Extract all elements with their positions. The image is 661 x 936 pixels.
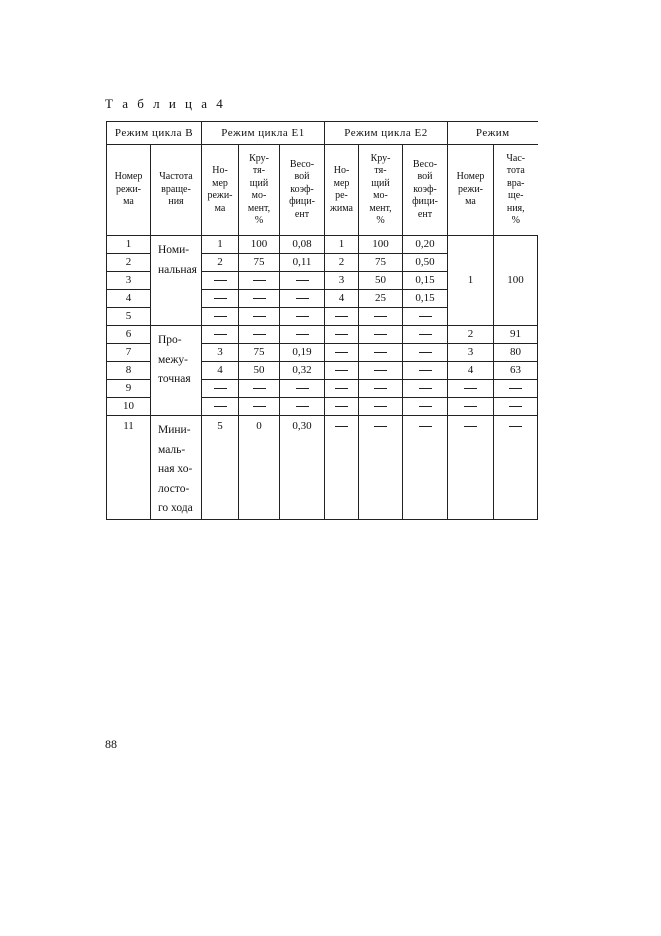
e2-torque-cell: 25 [359,290,403,308]
e2-weight-cell [403,326,448,344]
e2-torque-cell [359,380,403,398]
r-mode-cell: 4 [448,362,494,380]
e1-mode-cell [202,308,239,326]
dash-mark [296,316,309,317]
e2-torque-cell: 50 [359,272,403,290]
dash-mark [374,352,387,353]
dash-mark [214,406,227,407]
mode-number-cell: 5 [107,308,151,326]
dash-mark [419,334,432,335]
speed-group-line: го хода [158,502,193,514]
table-row [107,416,538,520]
speed-group-line: Номи- [158,244,190,256]
e2-weight-cell [403,362,448,380]
col-header-text: Кру- тя- щий мо- мент, % [369,152,392,226]
table-caption: Т а б л и ц а 4 [105,96,226,111]
dash-mark [296,406,309,407]
dash-mark [509,406,522,407]
speed-group-line: маль- [158,443,186,456]
dash-mark [464,406,477,407]
group-header-e1: Режим цикла E1 [202,122,325,145]
speed-group-cell [151,416,202,520]
mode-number-cell: 8 [107,362,151,380]
e1-weight-cell: 0,08 [280,236,325,254]
dash-mark [253,280,266,281]
dash-mark [335,334,348,335]
dash-mark [335,426,348,427]
e1-mode-cell [202,326,239,344]
dash-mark [419,316,432,317]
e2-mode-cell [325,326,359,344]
e2-weight-cell: 0,50 [403,254,448,272]
col-header-e2-mode-no [325,145,359,236]
e2-mode-cell [325,380,359,398]
e1-weight-cell [280,380,325,398]
dash-mark [374,316,387,317]
e2-weight-cell: 0,15 [403,290,448,308]
e2-mode-cell: 1 [325,236,359,254]
group-header-e2: Режим цикла E2 [325,122,448,145]
dash-mark [419,406,432,407]
e1-torque-cell: 75 [239,254,280,272]
e2-mode-cell [325,362,359,380]
dash-mark [419,426,432,427]
e2-torque-cell [359,326,403,344]
speed-group-line: лосто- [158,482,190,495]
col-header-e1-weight [280,145,325,236]
e2-mode-cell [325,308,359,326]
e1-weight-cell [280,308,325,326]
e1-weight-cell [280,272,325,290]
e1-weight-cell: 0,19 [280,344,325,362]
col-header-e2-weight [403,145,448,236]
col-header-r-mode-no [448,145,494,236]
table-row [107,236,538,254]
e2-weight-cell: 0,20 [403,236,448,254]
col-header-text: Номер режи- ма [456,171,485,208]
dash-mark [253,406,266,407]
e2-torque-cell [359,416,403,520]
col-header-e1-torque [239,145,280,236]
e2-weight-cell [403,380,448,398]
e2-torque-cell [359,398,403,416]
col-header-e1-mode-no [202,145,239,236]
e1-torque-cell [239,290,280,308]
e1-mode-cell [202,290,239,308]
mode-number-cell: 4 [107,290,151,308]
dash-mark [253,298,266,299]
r-mode-cell [448,416,494,520]
group-header-r: Режим [448,122,538,145]
dash-mark [419,388,432,389]
mode-number-cell: 2 [107,254,151,272]
e1-weight-cell: 0,32 [280,362,325,380]
e1-torque-cell: 100 [239,236,280,254]
speed-group-line: точная [158,373,191,385]
r-speed-cell [494,416,538,520]
col-header-text: Частота враще- ния [159,171,193,208]
speed-group-line: ная хо- [158,463,193,475]
dash-mark [374,334,387,335]
col-header-text: Но- мер ре- жима [330,165,353,214]
dash-mark [253,316,266,317]
e2-mode-cell [325,416,359,520]
e1-mode-cell: 2 [202,254,239,272]
col-header-text: Весо- вой коэф- фици- ент [412,158,438,220]
e1-torque-cell: 75 [239,344,280,362]
e2-torque-cell: 75 [359,254,403,272]
dash-mark [335,352,348,353]
table-body [107,236,538,520]
speed-group-cell [151,236,202,326]
col-header-text: Номер режи- ма [114,171,143,208]
e1-weight-cell: 0,11 [280,254,325,272]
table-row [107,326,538,344]
e2-mode-cell: 4 [325,290,359,308]
e2-torque-cell [359,308,403,326]
dash-mark [296,388,309,389]
e2-torque-cell [359,362,403,380]
e1-weight-cell [280,398,325,416]
dash-mark [214,316,227,317]
e2-torque-cell: 100 [359,236,403,254]
col-header-text: Весо- вой коэф- фици- ент [289,158,315,220]
speed-group-line: межу- [158,353,188,366]
e1-torque-cell [239,308,280,326]
r-speed-cell [494,380,538,398]
sub-header-row [107,145,538,236]
speed-group-line: Про- [158,334,182,346]
e2-mode-cell: 3 [325,272,359,290]
dash-mark [374,426,387,427]
e2-weight-cell [403,344,448,362]
col-header-r-speed [494,145,538,236]
speed-group-line: Мини- [158,424,191,436]
col-header-text: Но- мер режи- ма [207,165,233,214]
col-header-b-speed [151,145,202,236]
e1-weight-cell: 0,30 [280,416,325,520]
dash-mark [374,406,387,407]
r-speed-cell: 63 [494,362,538,380]
e2-mode-cell: 2 [325,254,359,272]
dash-mark [214,388,227,389]
e2-torque-cell [359,344,403,362]
dash-mark [335,316,348,317]
dash-mark [253,334,266,335]
e1-mode-cell: 1 [202,236,239,254]
dash-mark [374,370,387,371]
e1-weight-cell [280,290,325,308]
dash-mark [296,298,309,299]
mode-number-cell: 7 [107,344,151,362]
e2-mode-cell [325,344,359,362]
dash-mark [419,352,432,353]
dash-mark [296,334,309,335]
e2-weight-cell [403,416,448,520]
e1-mode-cell [202,398,239,416]
r-speed-cell [494,398,538,416]
r-speed-cell: 91 [494,326,538,344]
r-mode-merged-cell: 1 [448,236,494,326]
mode-number-cell: 3 [107,272,151,290]
data-table [106,121,538,520]
col-header-text: Кру- тя- щий мо- мент, % [247,152,271,226]
e1-torque-cell [239,380,280,398]
e1-torque-cell [239,398,280,416]
dash-mark [509,426,522,427]
e1-mode-cell: 4 [202,362,239,380]
dash-mark [419,370,432,371]
e1-mode-cell [202,272,239,290]
dash-mark [214,298,227,299]
dash-mark [296,280,309,281]
e1-torque-cell [239,326,280,344]
speed-group-line: нальная [158,263,197,276]
dash-mark [335,388,348,389]
mode-number-cell: 9 [107,380,151,398]
col-header-b-mode-no [107,145,151,236]
dash-mark [464,426,477,427]
mode-number-cell: 10 [107,398,151,416]
col-header-e2-torque [359,145,403,236]
r-mode-cell [448,398,494,416]
dash-mark [374,388,387,389]
e1-torque-cell: 0 [239,416,280,520]
e1-torque-cell: 50 [239,362,280,380]
r-speed-cell: 80 [494,344,538,362]
group-header-row [107,122,538,145]
r-speed-merged-cell: 100 [494,236,538,326]
mode-number-cell: 6 [107,326,151,344]
e2-weight-cell [403,308,448,326]
mode-number-cell: 1 [107,236,151,254]
dash-mark [335,370,348,371]
e1-mode-cell: 3 [202,344,239,362]
e2-weight-cell [403,398,448,416]
r-mode-cell: 2 [448,326,494,344]
e1-torque-cell [239,272,280,290]
e1-mode-cell [202,380,239,398]
e2-mode-cell [325,398,359,416]
dash-mark [464,388,477,389]
r-mode-cell [448,380,494,398]
speed-group-cell [151,326,202,416]
page-number: 88 [105,737,117,751]
dash-mark [214,334,227,335]
group-header-b: Режим цикла B [107,122,202,145]
mode-number-cell: 11 [107,416,151,520]
dash-mark [509,388,522,389]
r-mode-cell: 3 [448,344,494,362]
e1-mode-cell: 5 [202,416,239,520]
e1-weight-cell [280,326,325,344]
col-header-text: Час- тота вра- ще- ния, % [506,152,526,226]
dash-mark [214,280,227,281]
dash-mark [253,388,266,389]
e2-weight-cell: 0,15 [403,272,448,290]
dash-mark [335,406,348,407]
